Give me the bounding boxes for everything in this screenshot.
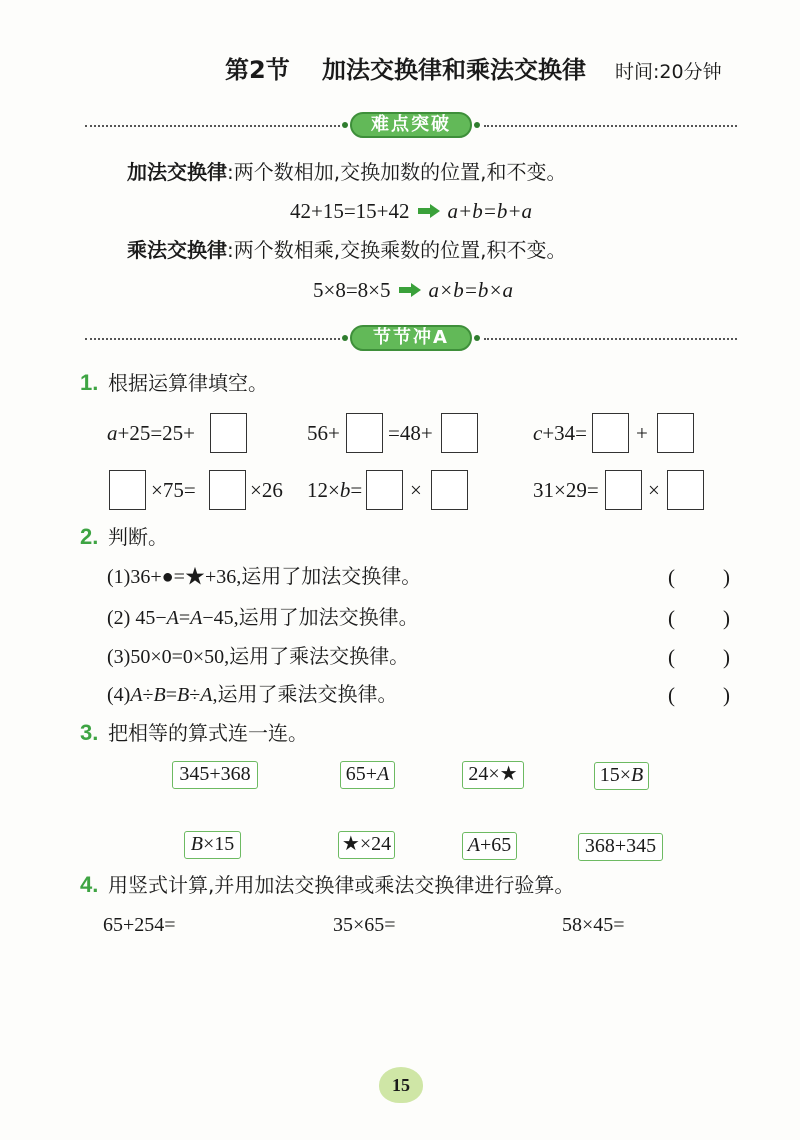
- rule-addition: [127, 160, 566, 184]
- time-limit: 时间:20分钟: [615, 61, 722, 83]
- question-title: 判断。: [108, 525, 168, 549]
- general-formula: a×b=b×a: [428, 278, 514, 302]
- calculation-problem: 35×65=: [333, 914, 396, 936]
- statement-text: ,运用了乘法交换律。: [212, 684, 398, 706]
- statement-text: (4): [107, 684, 131, 706]
- match-text: +65: [479, 834, 512, 856]
- expression-text: =48+: [388, 421, 433, 445]
- paren-close: ): [723, 606, 730, 630]
- variable: B: [177, 684, 190, 706]
- question-number: 2.: [80, 524, 99, 549]
- dotted-divider: [85, 338, 340, 340]
- rule-multiplication: [127, 238, 566, 262]
- expression-text: +25=25+: [117, 421, 196, 445]
- variable: B: [190, 833, 203, 855]
- answer-box[interactable]: [657, 413, 694, 453]
- rule-description: :两个数相乘,交换乘数的位置,积不变。: [227, 238, 567, 262]
- question-number: 1.: [80, 370, 99, 395]
- section-title: 加法交换律和乘法交换律: [322, 56, 586, 84]
- variable: c: [533, 421, 543, 445]
- expression-text: 12×: [307, 478, 340, 502]
- paren-open: (: [668, 645, 675, 669]
- general-formula: a+b=b+a: [447, 199, 533, 223]
- expression-text: +34=: [542, 421, 588, 445]
- answer-slot[interactable]: [668, 683, 730, 707]
- answer-box[interactable]: [431, 470, 468, 510]
- answer-box[interactable]: [209, 470, 246, 510]
- match-card[interactable]: 24×★: [462, 761, 524, 789]
- answer-box[interactable]: [441, 413, 478, 453]
- right-arrow-icon: [398, 282, 422, 298]
- match-card[interactable]: [184, 831, 241, 859]
- calculation-problem: 58×45=: [562, 914, 625, 936]
- answer-box[interactable]: [346, 413, 383, 453]
- variable: b: [339, 478, 351, 502]
- variable: A: [130, 684, 143, 706]
- statement-text: =: [178, 607, 191, 629]
- paren-close: ): [723, 565, 730, 589]
- page-number: 15: [392, 1075, 410, 1095]
- variable: a: [107, 421, 118, 445]
- rule-name: 乘法交换律: [127, 238, 227, 262]
- expression-text: 56+: [307, 421, 340, 445]
- match-card[interactable]: [594, 762, 649, 790]
- variable: A: [190, 607, 203, 629]
- question-number: 3.: [80, 720, 99, 745]
- match-card[interactable]: ★×24: [338, 831, 395, 859]
- calculation-problem: 65+254=: [103, 914, 176, 936]
- paren-open: (: [668, 683, 675, 707]
- question-title: 把相等的算式连一连。: [108, 721, 308, 745]
- rule-description: :两个数相加,交换加数的位置,和不变。: [227, 160, 567, 184]
- variable: A: [467, 834, 480, 856]
- answer-box[interactable]: [592, 413, 629, 453]
- variable: A: [377, 763, 390, 785]
- answer-slot[interactable]: [668, 606, 730, 630]
- match-text: 65+: [345, 763, 378, 785]
- section-number: 第2节: [225, 56, 290, 84]
- match-card[interactable]: 368+345: [578, 833, 663, 861]
- match-card[interactable]: [340, 761, 395, 789]
- operator: ×: [410, 478, 422, 502]
- banner-key-points: 难点突破: [350, 112, 472, 138]
- statement-text: ÷: [189, 684, 201, 706]
- statement-text: (2) 45−: [107, 607, 167, 629]
- expression: [307, 478, 362, 502]
- example-equation: 42+15=15+42: [290, 199, 410, 223]
- expression: [533, 421, 587, 445]
- operator: +: [636, 421, 648, 445]
- example-addition: [290, 199, 532, 223]
- expression-text: ×26: [250, 478, 283, 502]
- paren-open: (: [668, 565, 675, 589]
- answer-slot[interactable]: [668, 565, 730, 589]
- banner-practice: 节节冲A: [350, 325, 472, 351]
- match-text: ×15: [202, 833, 235, 855]
- answer-box[interactable]: [210, 413, 247, 453]
- statement-text: −45,运用了加法交换律。: [202, 607, 419, 629]
- answer-box[interactable]: [366, 470, 403, 510]
- paren-open: (: [668, 606, 675, 630]
- dotted-divider: [484, 125, 737, 127]
- dotted-divider: [85, 125, 340, 127]
- match-card[interactable]: [462, 832, 517, 860]
- operator: ×: [648, 478, 660, 502]
- example-equation: 5×8=8×5: [313, 278, 391, 302]
- expression-text: 31×29=: [533, 478, 599, 502]
- rule-name: 加法交换律: [127, 160, 227, 184]
- dotted-divider: [484, 338, 737, 340]
- statement-text: ÷: [142, 684, 154, 706]
- variable: B: [153, 684, 166, 706]
- statement-text: =: [165, 684, 178, 706]
- answer-slot[interactable]: [668, 645, 730, 669]
- match-text: 15×: [599, 764, 632, 786]
- question-title: 用竖式计算,并用加法交换律或乘法交换律进行验算。: [108, 873, 575, 897]
- judgement-item: [107, 683, 397, 707]
- judgement-item: [107, 606, 419, 630]
- right-arrow-icon: [417, 203, 441, 219]
- paren-close: ): [723, 683, 730, 707]
- paren-close: ): [723, 645, 730, 669]
- match-card[interactable]: 345+368: [172, 761, 258, 789]
- judgement-item: (1)36+●=★+36,运用了加法交换律。: [107, 566, 422, 588]
- variable: A: [200, 684, 213, 706]
- answer-box[interactable]: [109, 470, 146, 510]
- variable: B: [631, 764, 644, 786]
- judgement-item: (3)50×0=0×50,运用了乘法交换律。: [107, 646, 410, 668]
- expression-text: ×75=: [151, 478, 196, 502]
- question-title: 根据运算律填空。: [108, 371, 268, 395]
- expression: [107, 421, 195, 445]
- question-number: 4.: [80, 872, 99, 897]
- variable: A: [166, 607, 179, 629]
- answer-box[interactable]: [605, 470, 642, 510]
- expression-text: =: [350, 478, 363, 502]
- answer-box[interactable]: [667, 470, 704, 510]
- example-multiplication: [313, 278, 513, 302]
